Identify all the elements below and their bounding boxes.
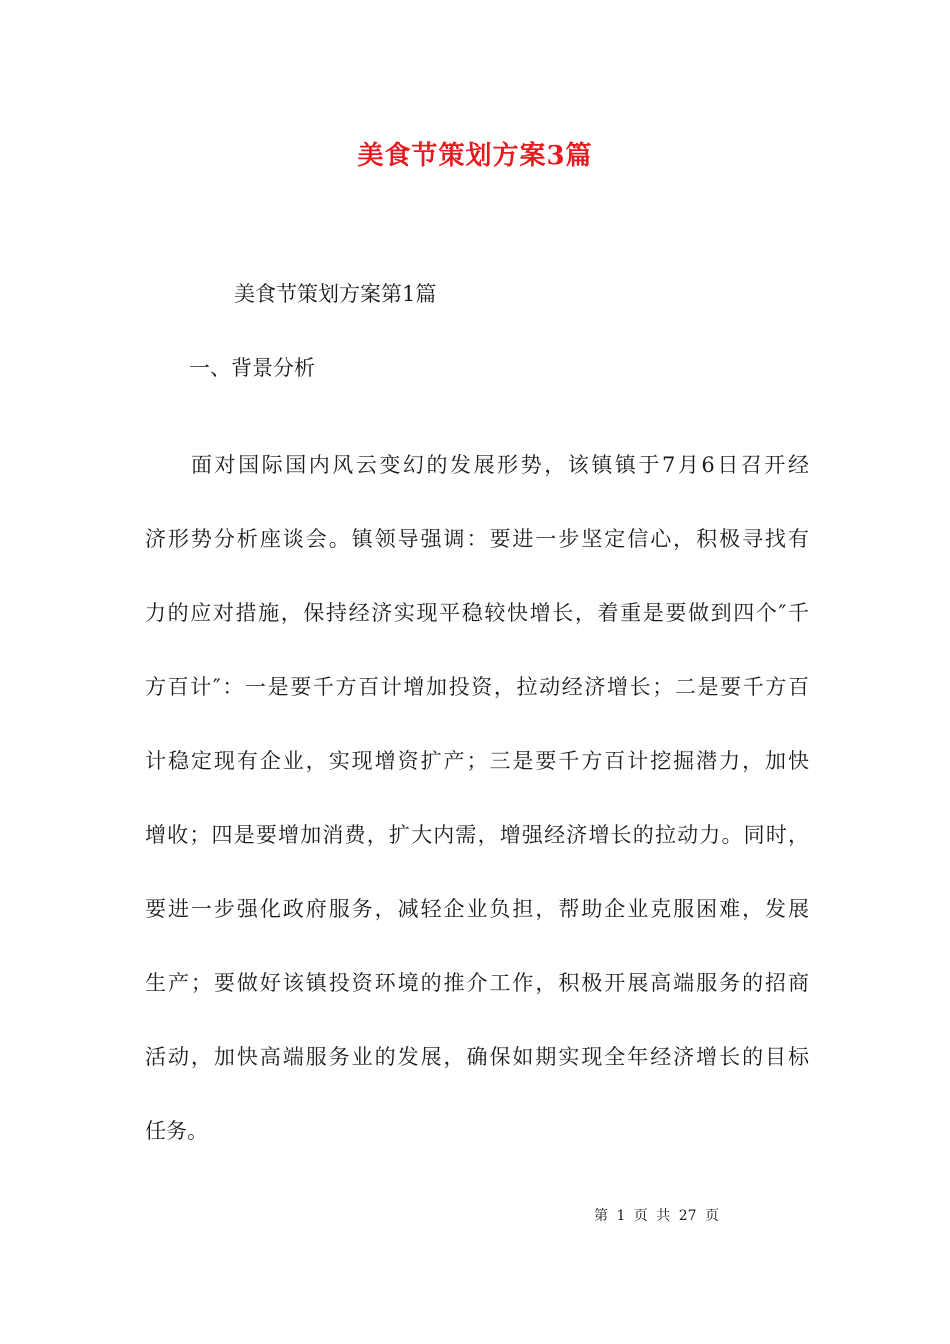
paragraph-line: 济形势分析座谈会。镇领导强调：要进一步坚定信心，积极寻找有 (145, 527, 809, 551)
paragraph-line: 活动，加快高端服务业的发展，确保如期实现全年经济增长的目标 (145, 1045, 809, 1069)
paragraph-line: 力的应对措施，保持经济实现平稳较快增长，着重是要做到四个″千 (145, 601, 809, 625)
paragraph-line: 增收；四是要增加消费，扩大内需，增强经济增长的拉动力。同时， (145, 823, 809, 847)
paragraph-line: 计稳定现有企业，实现增资扩产；三是要千方百计挖掘潜力，加快 (145, 749, 809, 773)
paragraph-line: 面对国际国内风云变幻的发展形势，该镇镇于7月6日召开经 (191, 453, 809, 477)
section-heading: 一、背景分析 (189, 356, 315, 380)
paragraph-line: 方百计″：一是要千方百计增加投资，拉动经济增长；二是要千方百 (145, 675, 809, 699)
body-paragraph (145, 428, 809, 1168)
document-title: 美食节策划方案3篇 (357, 141, 593, 171)
paragraph-line: 生产；要做好该镇投资环境的推介工作，积极开展高端服务的招商 (145, 971, 809, 995)
paragraph-line: 要进一步强化政府服务，减轻企业负担，帮助企业克服困难，发展 (145, 897, 809, 921)
paragraph-line: 任务。 (145, 1119, 208, 1143)
section-subtitle: 美食节策划方案第1篇 (234, 282, 437, 306)
page-number: 第 1 页 共 27 页 (594, 1208, 719, 1224)
